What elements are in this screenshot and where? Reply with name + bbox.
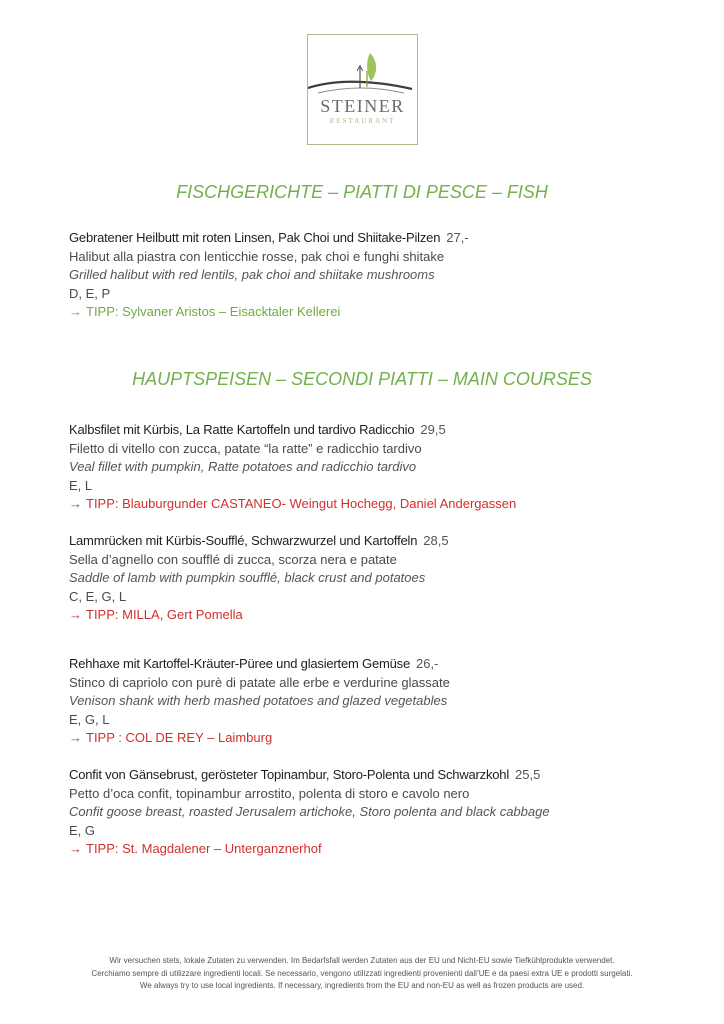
dish-name: Kalbsfilet mit Kürbis, La Ratte Kartoffeln und tardivo Radicchio <box>69 422 415 437</box>
dish-name: Confit von Gänsebrust, gerösteter Topinambur, Storo-Polenta und Schwarzkohl <box>69 767 510 782</box>
logo-name: STEINER <box>320 96 405 116</box>
arrow-right-icon: → <box>69 607 82 622</box>
dish-name: Rehhaxe mit Kartoffel-Kräuter-Püree und glasiertem Gemüse <box>69 656 410 671</box>
restaurant-logo <box>307 34 418 145</box>
wine-tip-text: TIPP: MILLA, Gert Pomella <box>86 607 243 622</box>
wine-tip <box>69 729 689 748</box>
wine-tip <box>69 840 689 859</box>
dish-italian: Filetto di vitello con zucca, patate “la ratte” e radicchio tardivo <box>69 440 422 456</box>
wine-tip-text: TIPP: St. Magdalener – Unterganznerhof <box>86 841 322 856</box>
dish-price: 25,5 <box>515 767 541 782</box>
dish-veal <box>69 421 689 514</box>
dish-allergens: E, G <box>69 822 96 838</box>
wine-tip <box>69 495 689 514</box>
dish-allergens: D, E, P <box>69 285 111 301</box>
arrow-right-icon: → <box>69 841 82 856</box>
dish-italian: Petto d’oca confit, topinambur arrostito, polenta di storo e cavolo nero <box>69 785 470 801</box>
section-title-main: HAUPTSPEISEN – SECONDI PIATTI – MAIN COURSES <box>132 369 592 389</box>
wine-tip-text: TIPP: Sylvaner Aristos – Eisacktaler Kellerei <box>86 304 341 319</box>
footer-english: We always try to use local ingredients. If necessary, ingredients from the EU and non-EU as well as frozen products are used. <box>139 981 585 990</box>
dish-english: Veal fillet with pumpkin, Ratte potatoes and radicchio tardivo <box>69 459 417 474</box>
dish-name: Gebratener Heilbutt mit roten Linsen, Pak Choi und Shiitake-Pilzen <box>69 230 441 245</box>
wine-tip-text: TIPP: Blauburgunder CASTANEO- Weingut Hochegg, Daniel Andergassen <box>86 496 517 511</box>
dish-price: 29,5 <box>420 422 446 437</box>
logo-subtitle: RESTAURANT <box>329 117 396 125</box>
arrow-right-icon: → <box>69 496 82 511</box>
dish-price: 28,5 <box>423 533 449 548</box>
dish-italian: Halibut alla piastra con lenticchie rosse, pak choi e funghi shitake <box>69 248 445 264</box>
dish-price: 27,- <box>446 230 469 245</box>
dish-english: Venison shank with herb mashed potatoes and glazed vegetables <box>69 693 448 708</box>
dish-name: Lammrücken mit Kürbis-Soufflé, Schwarzwurzel und Kartoffeln <box>69 533 418 548</box>
dish-halibut <box>69 229 689 322</box>
dish-allergens: C, E, G, L <box>69 588 127 604</box>
dish-price: 26,- <box>415 656 439 671</box>
arrow-right-icon: → <box>69 730 82 745</box>
section-title-fish: FISCHGERICHTE – PIATTI DI PESCE – FISH <box>176 182 548 202</box>
dish-venison <box>69 655 689 748</box>
dish-italian: Stinco di capriolo con purè di patate alle erbe e verdurine glassate <box>69 674 450 690</box>
dish-english: Confit goose breast, roasted Jerusalem artichoke, Storo polenta and black cabbage <box>69 804 550 819</box>
dish-allergens: E, L <box>69 477 93 493</box>
dish-allergens: E, G, L <box>69 711 110 727</box>
dish-english: Grilled halibut with red lentils, pak choi and shiitake mushrooms <box>69 267 435 282</box>
footer-italian: Cerchiamo sempre di utilizzare ingredienti locali. Se necessario, vengono utilizzati ingredienti provenienti dall’UE e da paesi extra UE e prodotti surgelati. <box>91 968 633 978</box>
dish-italian: Sella d’agnello con soufflé di zucca, scorza nera e patate <box>69 551 397 567</box>
wine-tip <box>69 606 689 625</box>
dish-lamb <box>69 532 689 625</box>
wine-tip <box>69 303 689 322</box>
arrow-right-icon: → <box>69 304 82 319</box>
wine-tip-text: TIPP : COL DE REY – Laimburg <box>86 730 273 745</box>
footer-note <box>0 955 724 993</box>
dish-english: Saddle of lamb with pumpkin soufflé, black crust and potatoes <box>69 570 426 585</box>
footer-german: Wir versuchen stets, lokale Zutaten zu verwenden. Im Bedarfsfall werden Zutaten aus der EU und Nicht-EU sowie Tiefkühlprodukte verwendet. <box>109 956 615 965</box>
dish-goose <box>69 766 689 859</box>
logo-leaf-icon <box>308 35 419 146</box>
